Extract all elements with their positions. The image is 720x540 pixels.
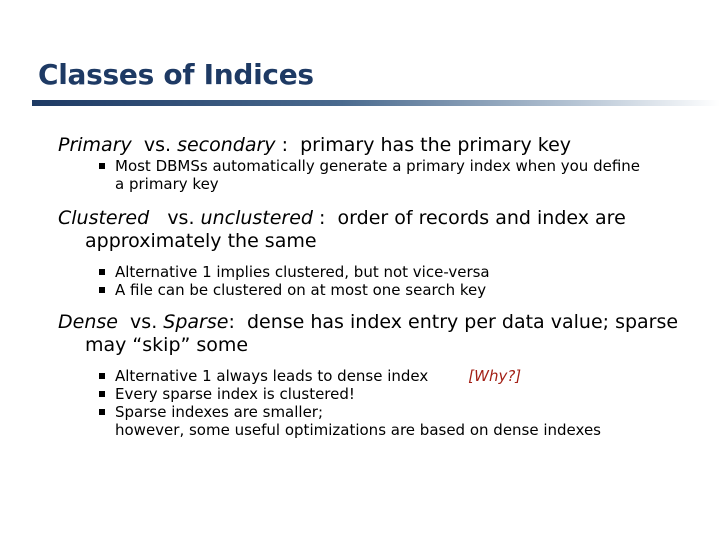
term-primary: Primary (58, 134, 132, 156)
sub-text: Alternative 1 implies clustered, but not vice-versa (115, 263, 490, 281)
sub-text: Most DBMSs automatically generate a primary index when you define (115, 157, 640, 175)
term-sparse: Sparse (163, 311, 229, 333)
point-clustered-unclustered (58, 207, 698, 253)
sub-text-cont: however, some useful optimizations are based on dense indexes (115, 421, 601, 439)
sub-item (58, 263, 698, 281)
square-bullet-icon (99, 373, 105, 379)
term-secondary: secondary (177, 134, 276, 156)
separator: : (319, 207, 326, 229)
sub-list (58, 367, 698, 439)
term-clustered: Clustered (58, 207, 150, 229)
sub-item (58, 157, 698, 193)
sub-text: A file can be clustered on at most one search key (115, 281, 487, 299)
separator: : (281, 134, 289, 156)
vs-label: vs. (167, 207, 195, 229)
point-text: dense has index entry per data value; sparse (246, 311, 679, 333)
term-unclustered: unclustered (200, 207, 313, 229)
vs-label: vs. (130, 311, 158, 333)
term-dense: Dense (58, 311, 118, 333)
slide-content (58, 134, 698, 439)
square-bullet-icon (99, 409, 105, 415)
point-text: primary has the primary key (300, 134, 572, 156)
sub-item (58, 281, 698, 299)
slide-title: Classes of Indices (38, 58, 314, 91)
sub-text: Sparse indexes are smaller; (115, 403, 324, 421)
sub-list (58, 157, 698, 193)
sub-item (58, 403, 698, 439)
sub-list (58, 263, 698, 299)
point-dense-sparse (58, 311, 698, 357)
point-text: order of records and index are (337, 207, 626, 229)
sub-text-cont: a primary key (115, 175, 219, 193)
point-primary-secondary (58, 134, 698, 157)
sub-item (58, 367, 698, 385)
sub-item (58, 385, 698, 403)
why-note: [Why?] (468, 367, 522, 385)
square-bullet-icon (99, 163, 105, 169)
point-text-cont: approximately the same (85, 230, 317, 252)
vs-label: vs. (143, 134, 172, 156)
title-divider (32, 100, 720, 106)
point-text-cont: may “skip” some (85, 334, 249, 356)
separator: : (228, 311, 235, 333)
square-bullet-icon (99, 269, 105, 275)
square-bullet-icon (99, 391, 105, 397)
sub-text: Alternative 1 always leads to dense index (115, 367, 429, 385)
sub-text: Every sparse index is clustered! (115, 385, 355, 403)
square-bullet-icon (99, 287, 105, 293)
